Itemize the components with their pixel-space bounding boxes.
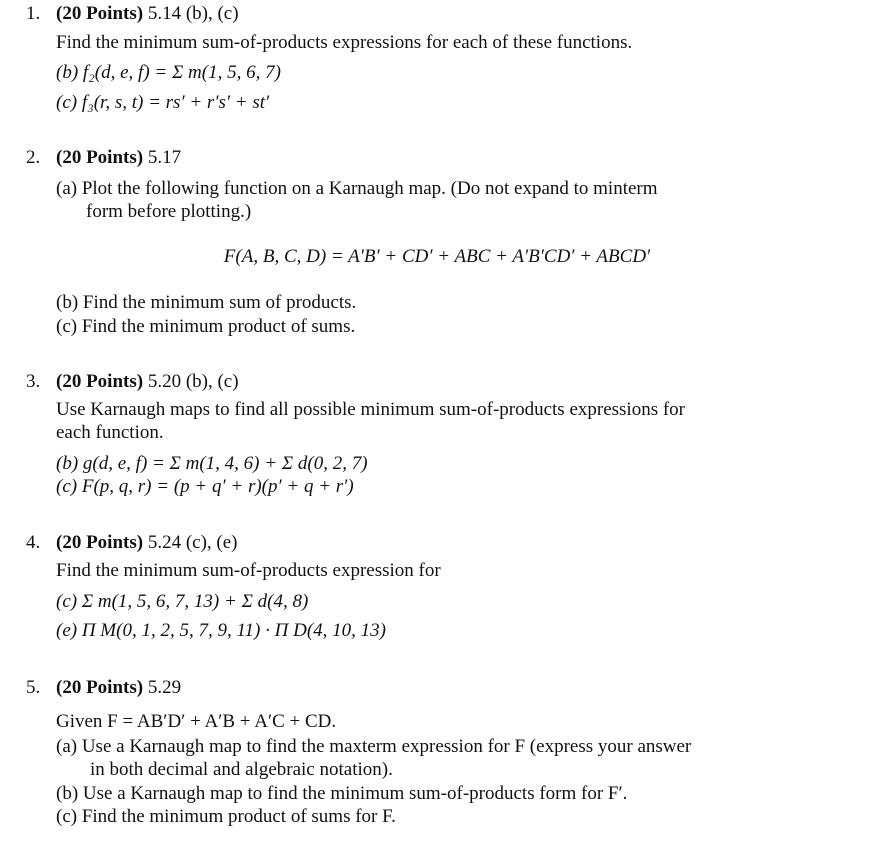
problem-4-line-1: Find the minimum sum-of-products expression for xyxy=(56,560,441,581)
problem-4-number: 4. xyxy=(26,532,41,553)
problem-2-number: 2. xyxy=(26,147,41,168)
problem-2-ref: 5.17 xyxy=(147,147,182,168)
problem-5-number: 5. xyxy=(26,677,41,698)
problem-1-number: 1. xyxy=(26,3,41,24)
problem-1-line-3: (c) f₃(r, s, t) = rs′ + r′s′ + st′ xyxy=(56,92,270,113)
problem-5-line-5: (c) Find the minimum product of sums for F. xyxy=(56,806,396,827)
problem-5-header xyxy=(56,677,181,699)
problem-4-ref: 5.24 (c), (e) xyxy=(147,532,238,553)
problem-3-line-2: each function. xyxy=(56,422,164,443)
problem-1-header xyxy=(56,3,239,25)
problem-5-line-4: (b) Use a Karnaugh map to find the minimum sum-of-products form for F′. xyxy=(56,783,628,804)
problem-4-line-3: (e) Π M(0, 1, 2, 5, 7, 9, 11) · Π D(4, 10, 13) xyxy=(56,620,386,641)
problem-3-ref: 5.20 (b), (c) xyxy=(147,371,239,392)
problem-3-line-1: Use Karnaugh maps to find all possible minimum sum-of-products expressions for xyxy=(56,399,686,420)
problem-2-line-4: (b) Find the minimum sum of products. xyxy=(56,292,357,313)
problem-1-points: (20 Points) xyxy=(56,3,144,24)
problem-2-points: (20 Points) xyxy=(56,147,144,168)
problem-4-points: (20 Points) xyxy=(56,532,144,553)
problem-5-points: (20 Points) xyxy=(56,677,144,698)
problem-5-ref: 5.29 xyxy=(147,677,182,698)
problem-3-header xyxy=(56,371,239,393)
problem-2-line-1: (a) Plot the following function on a Karnaugh map. (Do not expand to minterm xyxy=(56,178,658,199)
problem-3-line-4: (c) F(p, q, r) = (p + q′ + r)(p′ + q + r′) xyxy=(56,476,354,497)
problem-5-line-3: in both decimal and algebraic notation). xyxy=(90,759,393,780)
problem-2-line-5: (c) Find the minimum product of sums. xyxy=(56,316,356,337)
problem-3-number: 3. xyxy=(26,371,41,392)
problem-2-equation: F(A, B, C, D) = A′B′ + CD′ + ABC + A′B′CD′ + ABCD′ xyxy=(223,246,651,267)
problem-3-line-3: (b) g(d, e, f) = Σ m(1, 4, 6) + Σ d(0, 2, 7) xyxy=(56,453,368,474)
problem-1-line-1: Find the minimum sum-of-products expressions for each of these functions. xyxy=(56,32,633,53)
problem-1-line-2: (b) f₂(d, e, f) = Σ m(1, 5, 6, 7) xyxy=(56,62,281,83)
problem-4-line-2: (c) Σ m(1, 5, 6, 7, 13) + Σ d(4, 8) xyxy=(56,591,309,612)
problem-5-line-2: (a) Use a Karnaugh map to find the maxterm expression for F (express your answer xyxy=(56,736,692,757)
problem-2-header xyxy=(56,147,181,169)
problem-1-ref: 5.14 (b), (c) xyxy=(147,3,239,24)
problem-5-line-1: Given F = AB′D′ + A′B + A′C + CD. xyxy=(56,711,337,732)
problem-2-line-2: form before plotting.) xyxy=(86,201,252,222)
problem-4-header xyxy=(56,532,238,554)
problem-3-points: (20 Points) xyxy=(56,371,144,392)
